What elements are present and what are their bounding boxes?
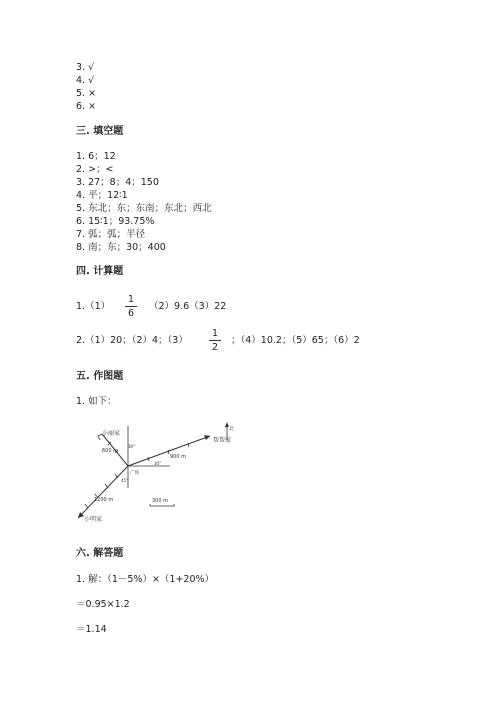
fraction-denominator: 2: [211, 342, 219, 353]
scale-bar: [150, 504, 174, 506]
section-heading-calc: 四. 计算题: [76, 266, 124, 277]
fraction-numerator: 1: [211, 328, 219, 339]
calc-q2-prefix: 2.（1）20；（2）4；（3）: [76, 335, 188, 346]
judge-item-5: 5. ×: [76, 88, 97, 99]
fill-item-4: 4. 平；12∶1: [76, 190, 128, 201]
label-angle-45: 45°: [121, 478, 129, 483]
fill-item-2: 2. >；<: [76, 164, 114, 175]
fill-item-3: 3. 27；8；4；150: [76, 177, 159, 188]
tick-mark: [85, 504, 88, 508]
section-heading-draw: 五. 作图题: [76, 371, 124, 382]
fill-item-6: 6. 15∶1；93.75%: [76, 216, 155, 227]
calc-q1-fraction: [125, 294, 137, 319]
fraction-denominator: 6: [127, 308, 135, 319]
draw-intro: 1. 如下：: [76, 396, 117, 407]
calc-q2-fraction: [209, 328, 221, 353]
path-to-right-home: [128, 436, 210, 466]
fill-item-1: 1. 6；12: [76, 151, 116, 162]
section-heading-fill: 三. 填空题: [76, 126, 124, 137]
label-600: 600 m: [102, 448, 119, 454]
label-xiaoli: 小丽家: [102, 430, 121, 437]
judge-item-3: 3. √: [76, 62, 95, 73]
fill-item-7: 7. 弧；弧；半径: [76, 229, 146, 240]
label-angle-30a: 30°: [128, 444, 136, 449]
solve-line-3: ＝1.14: [76, 624, 107, 635]
fraction-bar: [125, 306, 137, 307]
label-top-right: 帮帮家: [213, 437, 232, 444]
label-1200: 1200 m: [94, 497, 114, 503]
fill-item-8: 8. 南；东；30；400: [76, 242, 166, 253]
solve-line-1: 1. 解：（1－5%）×（1+20%）: [76, 574, 215, 585]
fill-item-5: 5. 东北；东；东南；东北；西北: [76, 203, 212, 214]
path-to-xiaoming: [78, 466, 128, 518]
north-label: 北: [229, 426, 235, 432]
direction-diagram: [70, 418, 240, 528]
solve-line-2: ＝0.95×1.2: [76, 599, 130, 610]
calc-q1-prefix: 1.（1）: [76, 301, 111, 312]
judge-item-6: 6. ×: [76, 101, 97, 112]
label-square: 广场: [130, 471, 139, 476]
calc-q1-suffix: （2）9.6（3）22: [149, 301, 227, 312]
label-900: 900 m: [170, 454, 187, 460]
fraction-bar: [209, 340, 221, 341]
calc-q2-suffix: ；（4）10.2；（5）65；（6）2: [231, 335, 360, 346]
fraction-numerator: 1: [127, 294, 135, 305]
judge-item-4: 4. √: [76, 75, 95, 86]
tick-mark: [105, 484, 108, 488]
label-xiaoming: 小明家: [84, 516, 103, 523]
tick-mark: [148, 457, 149, 461]
section-heading-solve: 六. 解答题: [76, 548, 124, 559]
label-scale: 300 m: [152, 498, 169, 504]
label-angle-30b: 30°: [154, 461, 162, 466]
